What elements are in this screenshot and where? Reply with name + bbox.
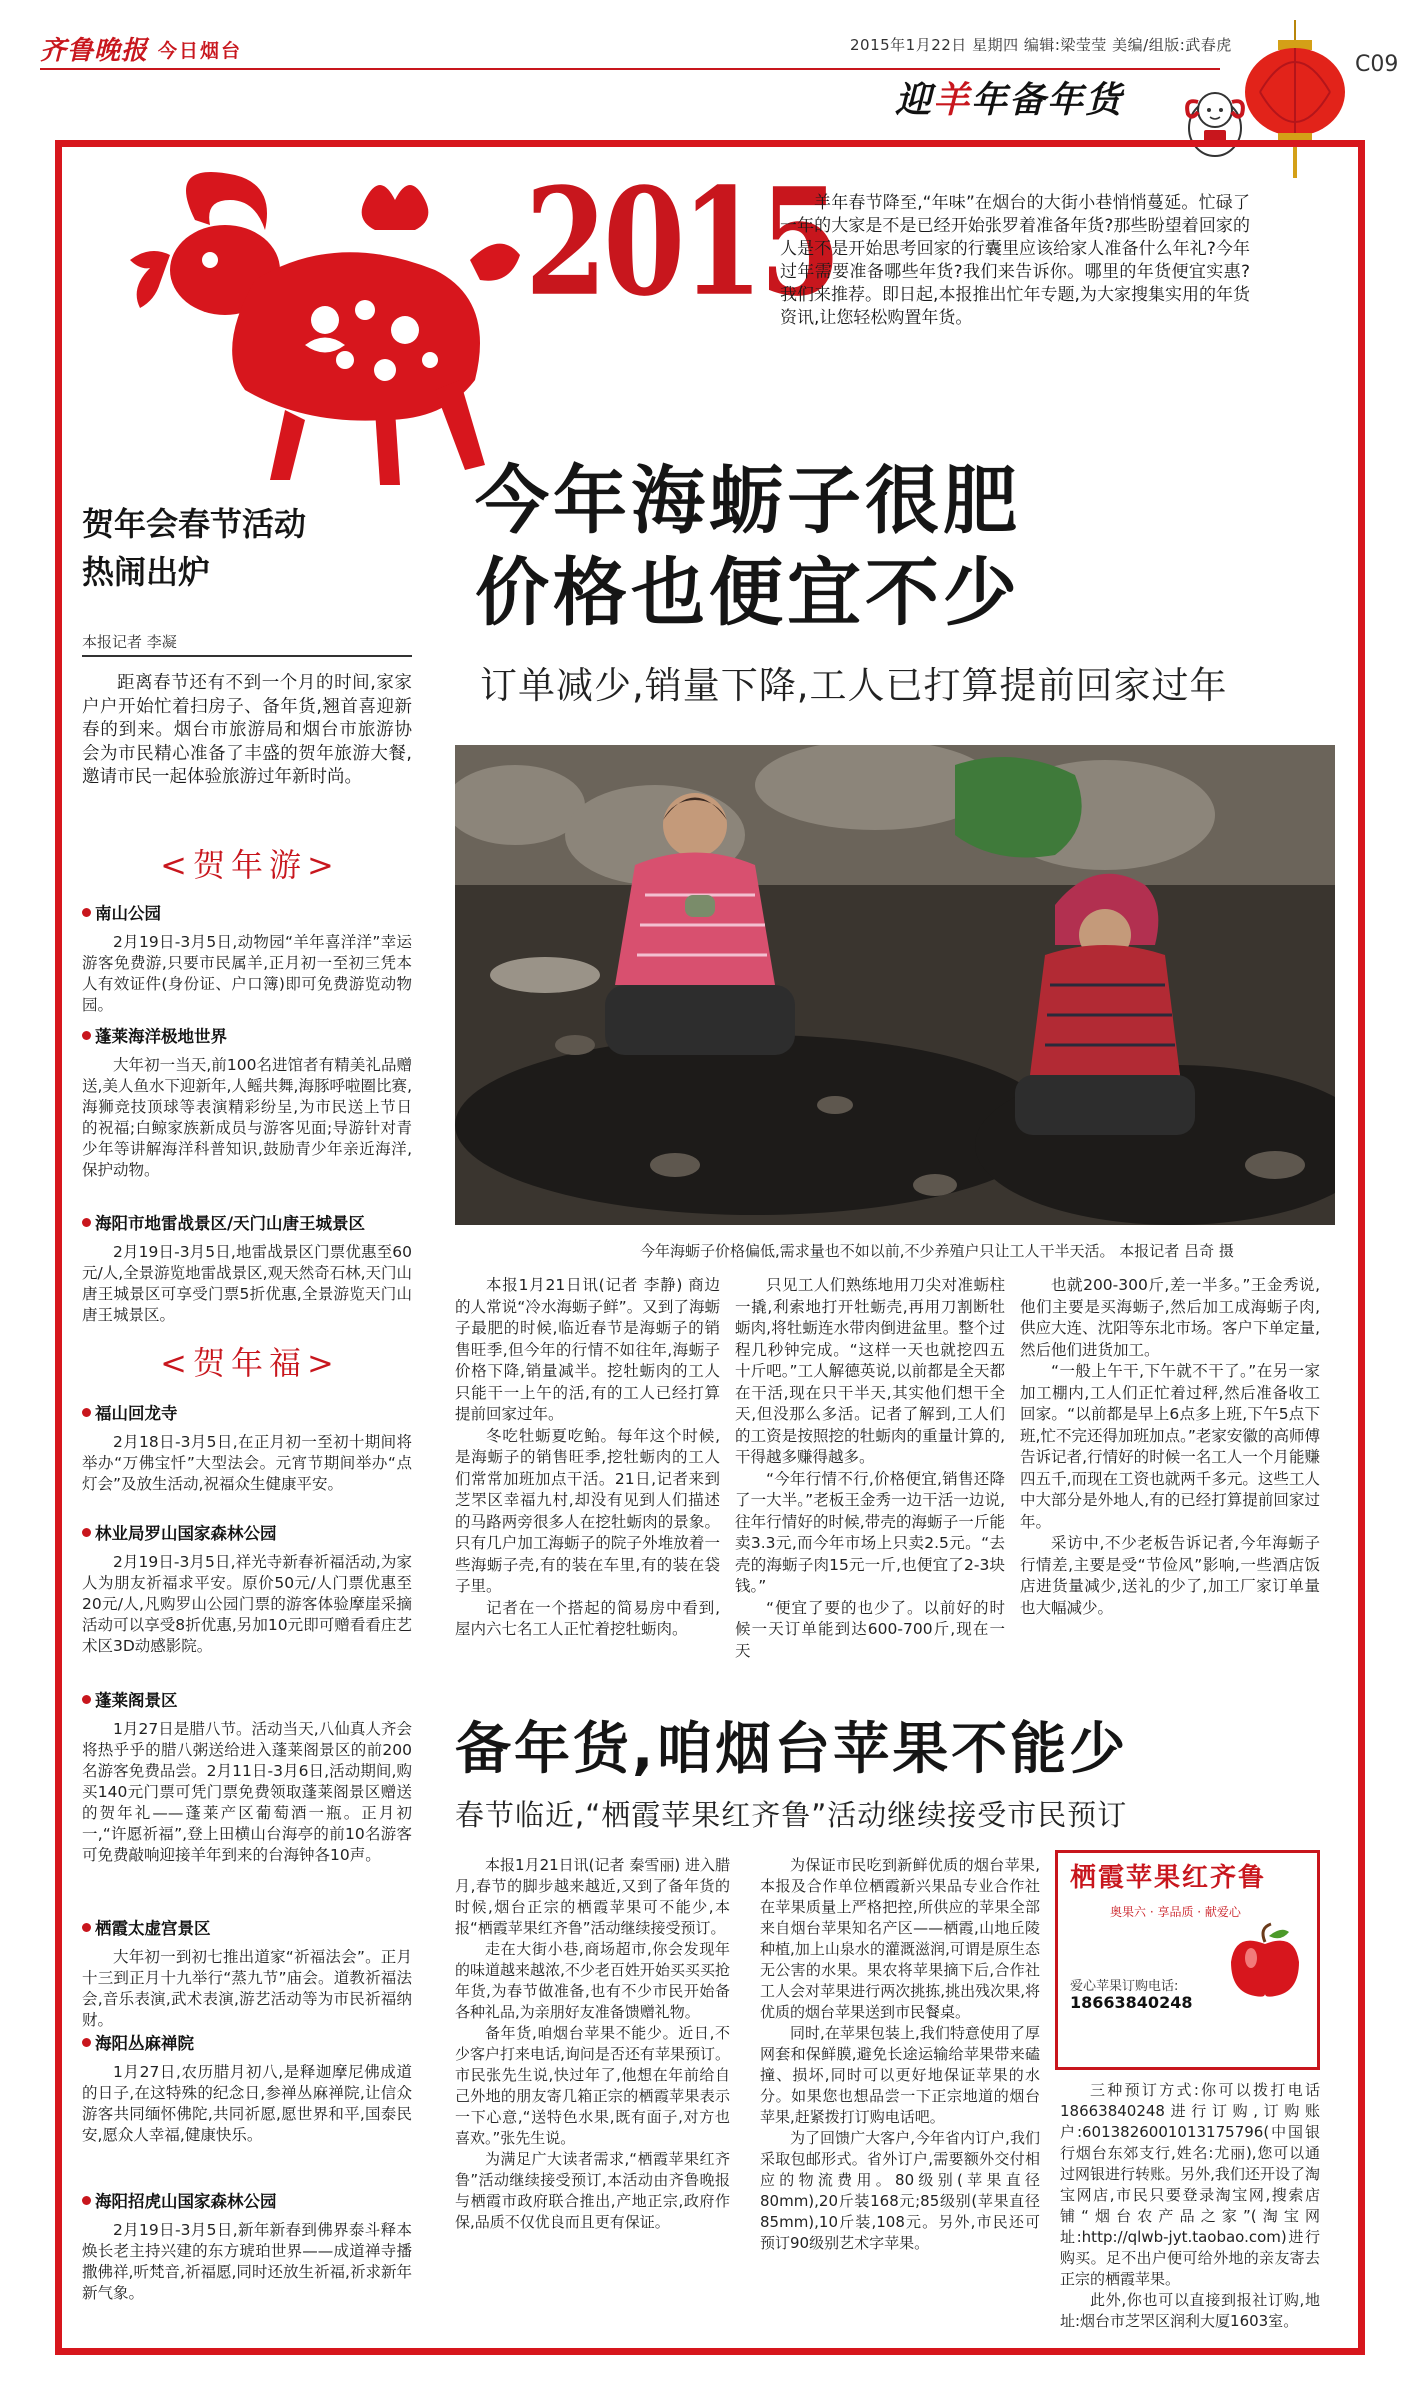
special-banner [895, 72, 1123, 123]
venue-name: 南山公园 [82, 900, 412, 924]
banner-rest: 年备年货 [971, 79, 1124, 121]
ad-slogan: 奥果六 · 享品质 · 献爱心 [1110, 1905, 1241, 1919]
section-name: 今日烟台 [158, 40, 243, 62]
article-paragraph: 也就200-300斤,差一半多。”王金秀说,他们主要是买海蛎子,然后加工成海蛎子肉,供应大连、沈阳等东北市场。客户下单定量,然后他们进货加工。 [1020, 1276, 1320, 1359]
issue-info: 2015年1月22日 星期四 编辑:梁莹莹 美编/组版:武春虎 [850, 36, 1232, 54]
main-headline [475, 455, 1335, 639]
page-number: C09 [1355, 52, 1399, 77]
masthead-logo: 齐鲁晚报 [40, 36, 149, 66]
apple-headline: 备年货,咱烟台苹果不能少 [455, 1717, 1129, 1782]
venue-item [82, 1520, 412, 1657]
venue-item [82, 2188, 412, 2304]
article-paragraph: 三种预订方式:你可以拨打电话18663840248进行订购,订购账户:6013826001013175796(中国银行烟台东郊支行,姓名:尤丽),您可以通过网银进行转账。另外,我们还开设了淘宝网店,市民只要登录淘宝网,搜索店铺“烟台农产品之家”(淘宝网址:http://qlwb-jyt.taobao.com)进行购买。足不出户便可给外地的亲友寄去正宗的栖霞苹果。 [1060, 2081, 1320, 2288]
article-paragraph: “便宜了要的也少了。以前好的时候一天订单能到达600-700斤,现在一天 [735, 1598, 1005, 1660]
venue-text: 1月27日,农历腊月初八,是释迦摩尼佛成道的日子,在这特殊的纪念日,参禅丛麻禅院,让信众游客共同缅怀佛陀,共同祈愿,愿世界和平,国泰民安,愿众人幸福,健康快乐。 [82, 2063, 412, 2144]
article-paragraph: 本报1月21日讯(记者 秦雪丽) 进入腊月,春节的脚步越来越近,又到了备年货的时候,烟台正宗的栖霞苹果可不能少,本报“栖霞苹果红齐鲁”活动继续接受预订。 [455, 1856, 730, 1937]
red-apple-icon [1225, 1920, 1305, 2000]
venue-item [82, 1023, 412, 1181]
venue-item [82, 1400, 412, 1495]
article-paragraph: 备年货,咱烟台苹果不能少。近日,不少客户打来电话,询问是否还有苹果预订。市民张先生说,快过年了,他想在年前给自己外地的朋友寄几箱正宗的栖霞苹果表示一下心意,“送特色水果,既有面子,对方也喜欢。”张先生说。 [455, 2024, 730, 2147]
apple-article-col-2 [760, 1855, 1040, 2254]
article-paragraph: 为了回馈广大客户,今年省内订户,我们采取包邮形式。省外订户,需要额外交付相应的物流费用。80级别(苹果直径80mm),20斤装168元;85级别(苹果直径85mm),10斤装,108元。另外,市民还可预订90级别艺术字苹果。 [760, 2129, 1040, 2252]
article-paragraph: 走在大街小巷,商场超市,你会发现年的味道越来越浓,不少老百姓开始买买买抢年货,为春节做准备,也有不少市民开始备各种礼品,为亲朋好友准备馈赠礼物。 [455, 1940, 730, 2021]
venue-name: 栖霞太虚宫景区 [82, 1915, 412, 1939]
article-paragraph: 为保证市民吃到新鲜优质的烟台苹果,本报及合作单位栖霞新兴果品专业合作社在苹果质量上严格把控,所供应的苹果全部来自烟台苹果知名产区——栖霞,山地丘陵种植,加上山泉水的灌溉滋润,可谓是原生态无公害的水果。果农将苹果摘下后,合作社工人会对苹果进行两次挑拣,挑出残次果,将优质的烟台苹果送到市民餐桌。 [760, 1856, 1040, 2021]
ad-phone-label: 爱心苹果订购电话: [1070, 1979, 1179, 1994]
venue-item [82, 1915, 412, 2031]
venue-text: 2月19日-3月5日,动物园“羊年喜洋洋”幸运游客免费游,只要市民属羊,正月初一至初三凭本人有效证件(身份证、户口簿)即可免费游览动物园。 [82, 933, 412, 1014]
article-paragraph: 为满足广大读者需求,“栖霞苹果红齐鲁”活动继续接受预订,本活动由齐鲁晚报与栖霞市政府联合推出,产地正宗,政府作保,品质不仅优良而且更有保证。 [455, 2150, 730, 2231]
ad-title: 栖霞苹果红齐鲁 [1070, 1863, 1267, 1893]
apple-article-col-3 [1060, 2080, 1320, 2332]
venue-name: 蓬莱阁景区 [82, 1687, 412, 1711]
venue-name: 海阳丛麻禅院 [82, 2030, 412, 2054]
heading-he-nian-fu: <贺年福> [160, 1344, 340, 1382]
venue-text: 2月19日-3月5日,祥光寺新春祈福活动,为家人为朋友祈福求平安。原价50元/人门票优惠至20元/人,凡购罗山公园门票的游客体验摩崖采摘活动可以享受8折优惠,另加10元即可赠看看庄艺术区3D动感影院。 [82, 1553, 412, 1655]
venue-text: 2月19日-3月5日,新年新春到佛界泰斗释本焕长老主持兴建的东方琥珀世界——成道禅寺播撒佛祥,听梵音,祈福愿,同时还放生祈福,祈求新年新气象。 [82, 2221, 412, 2302]
venue-text: 2月18日-3月5日,在正月初一至初十期间将举办“万佛宝忏”大型法会。元宵节期间举办“点灯会”及放生活动,祝福众生健康平安。 [82, 1433, 412, 1493]
venue-text: 1月27日是腊八节。活动当天,八仙真人齐会将热乎乎的腊八粥送给进入蓬莱阁景区的前200名游客免费品尝。2月11日-3月6日,活动期间,购买140元门票可凭门票免费领取蓬莱阁景区赠送的贺年礼——蓬莱产区葡萄酒一瓶。正月初一,“许愿祈福”,登上田横山台海亭的前10名游客可免费敲响迎接羊年到来的台海钟各10声。 [82, 1720, 412, 1864]
banner-char-a: 迎 [895, 79, 934, 121]
venue-item [82, 1687, 412, 1866]
venue-name: 福山回龙寺 [82, 1400, 412, 1424]
venue-item [82, 900, 412, 1016]
intro-paragraph: 羊年春节降至,“年味”在烟台的大街小巷悄悄蔓延。忙碌了一年的大家是不是已经开始张罗着准备年货?那些盼望着回家的人是不是开始思考回家的行囊里应该给家人准备什么年礼?今年过年需要准备哪些年货?我们来告诉你。哪里的年货便宜实惠?我们来推荐。即日起,本报推出忙年专题,为大家搜集实用的年货资讯,让您轻松购置年货。 [780, 193, 1250, 328]
photo-caption: 今年海蛎子价格偏低,需求量也不如以前,不少养殖户只让工人干半天活。 本报记者 吕奇 摄 [640, 1242, 1234, 1260]
left-headline [82, 500, 402, 596]
venue-name: 林业局罗山国家森林公园 [82, 1520, 412, 1544]
article-paragraph: 记者在一个搭起的简易房中看到,屋内六七名工人正忙着挖牡蛎肉。 [455, 1598, 720, 1638]
left-headline-line-1: 贺年会春节活动 [82, 505, 307, 543]
main-headline-line-1: 今年海蛎子很肥 [475, 458, 1021, 544]
main-headline-line-2: 价格也便宜不少 [475, 550, 1021, 636]
venue-name: 海阳招虎山国家森林公园 [82, 2188, 412, 2212]
left-lead-paragraph: 距离春节还有不到一个月的时间,家家户户开始忙着扫房子、备年货,翘首喜迎新春的到来。烟台市旅游局和烟台市旅游协会为市民精心准备了丰盛的贺年旅游大餐,邀请市民一起体验旅游过年新时尚。 [82, 673, 412, 787]
oyster-article-col-2 [735, 1275, 1005, 1662]
article-paragraph: 同时,在苹果包装上,我们特意使用了厚网套和保鲜膜,避免长途运输给苹果带来磕撞、损坏,同时可以更好地保证苹果的水分。如果您也想品尝一下正宗地道的烟台苹果,赶紧拨打订购电话吧。 [760, 2024, 1040, 2126]
article-paragraph: 只见工人们熟练地用刀尖对准蛎柱一撬,利索地打开牡蛎壳,再用刀割断牡蛎肉,将牡蛎连水带肉倒进盆里。整个过程几秒钟完成。“这样一天也就挖四五十斤吧。”工人解德英说,以前都是全天都在干活,现在只干半天,其实他们想干全天,但没那么多活。记者了解到,工人们的工资是按照挖的牡蛎肉的重量计算的,干得越多赚得越多。 [735, 1276, 1005, 1466]
left-divider [82, 655, 412, 657]
header-rule [40, 68, 1220, 70]
venue-item [82, 2030, 412, 2146]
year-2015-art: 2015 [525, 155, 838, 329]
banner-char-yang: 羊 [933, 79, 972, 121]
article-paragraph: 此外,你也可以直接到报社订购,地址:烟台市芝罘区润利大厦1603室。 [1060, 2291, 1320, 2330]
apple-article-col-1 [455, 1855, 730, 2233]
venue-text: 大年初一到初七推出道家“祈福法会”。正月十三到正月十九举行“蒸九节”庙会。道教祈福法会,音乐表演,武术表演,游艺活动等为市民祈福纳财。 [82, 1948, 412, 2029]
oyster-article-col-3 [1020, 1275, 1320, 1619]
venue-text: 大年初一当天,前100名进馆者有精美礼品赠送,美人鱼水下迎新年,人鳐共舞,海豚呼啦圈比赛,海狮竞技顶球等表演精彩纷呈,为市民送上节日的祝福;白鲸家族新成员与游客见面;导游针对青少年等讲解海洋科普知识,鼓励青少年亲近海洋,保护动物。 [82, 1056, 412, 1179]
apple-subheadline: 春节临近,“栖霞苹果红齐鲁”活动继续接受市民预订 [455, 1798, 1128, 1832]
article-paragraph: 本报1月21日讯(记者 李静) 商边的人常说“冷水海蛎子鲜”。又到了海蛎子最肥的时候,临近春节是海蛎子的销售旺季,但今年的行情不如往年,海蛎子价格下降,销量减半。挖牡蛎肉的工人只能干一上午的活,有的工人已经打算提前回家过年。 [455, 1276, 720, 1423]
venue-name: 蓬莱海洋极地世界 [82, 1023, 412, 1047]
article-paragraph: 冬吃牡蛎夏吃鲐。每年这个时候,是海蛎子的销售旺季,挖牡蛎肉的工人们常常加班加点干活。21日,记者来到芝罘区幸福九村,却没有见到人们描述的马路两旁很多人在挖牡蛎肉的景象。只有几户加工海蛎子的院子外堆放着一些海蛎子壳,有的装在车里,有的装在袋子里。 [455, 1426, 720, 1595]
left-headline-line-2: 热闹出炉 [82, 553, 211, 591]
venue-text: 2月19日-3月5日,地雷战景区门票优惠至60元/人,全景游览地雷战景区,观天然奇石林,天门山唐王城景区可享受门票5折优惠,全景游览天门山唐王城景区。 [82, 1243, 413, 1324]
venue-name: 海阳市地雷战景区/天门山唐王城景区 [82, 1210, 412, 1234]
article-paragraph: 采访中,不少老板告诉记者,今年海蛎子行情差,主要是受“节俭风”影响,一些酒店饭店进货量减少,送礼的少了,加工厂家订单量也大幅减少。 [1020, 1534, 1320, 1617]
heading-he-nian-you: <贺年游> [160, 846, 340, 884]
oyster-workers-photo [455, 745, 1335, 1225]
ad-phone-number: 18663840248 [1070, 1993, 1193, 2012]
venue-item [82, 1210, 412, 1326]
article-paragraph: “一般上午干,下午就不干了。”在另一家加工棚内,工人们正忙着过秤,然后准备收工回家。“以前都是早上6点多上班,下午5点下班,忙不完还得加班加点。”老家安徽的高师傅告诉记者,行情好的时候一名工人一个月能赚四五千,而现在工资也就两千多元。这些工人中大部分是外地人,有的已经打算提前回家过年。 [1020, 1362, 1320, 1531]
left-byline: 本报记者 李凝 [82, 633, 177, 651]
oyster-article-col-1 [455, 1275, 720, 1641]
article-paragraph: “今年行情不行,价格便宜,销售还降了一大半。”老板王金秀一边干活一边说,往年行情好的时候,带壳的海蛎子一斤能卖3.3元,而今年市场上只卖2.5元。“去壳的海蛎子肉15元一斤,也便宜了2-3块钱。” [735, 1469, 1005, 1595]
main-subheadline: 订单减少,销量下降,工人已打算提前回家过年 [480, 664, 1228, 707]
goat-papercut-icon [75, 160, 535, 500]
